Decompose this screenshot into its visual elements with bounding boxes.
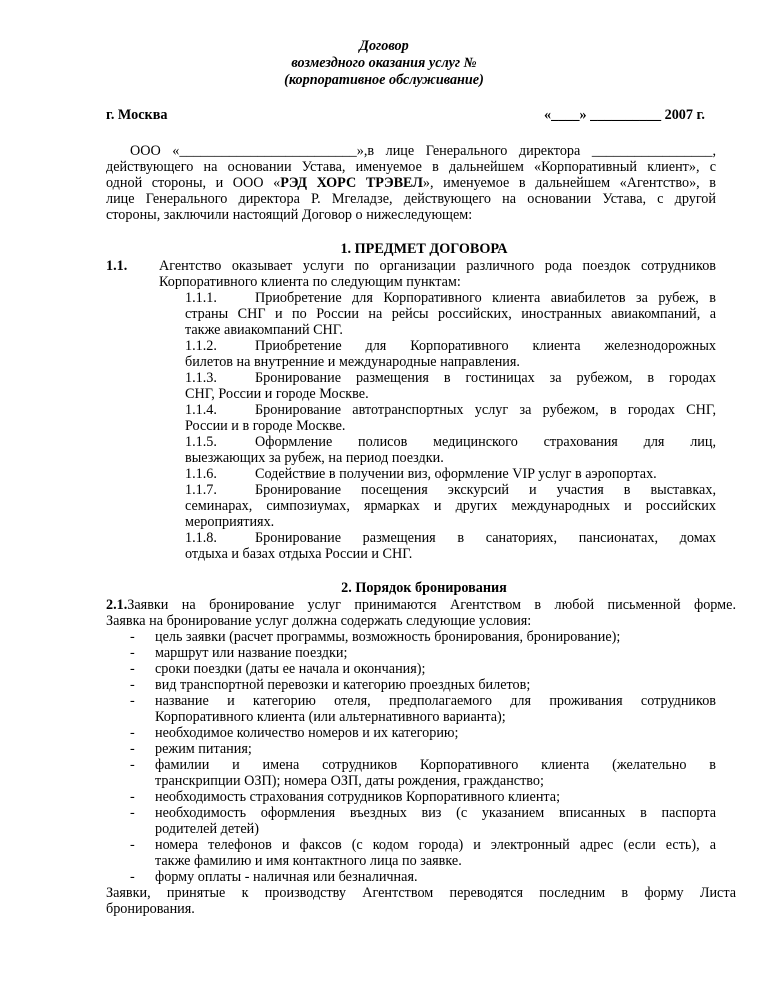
- s2-footer-line-1: Заявки, принятые к производству Агентством переводятся последним в форму Листа: [106, 885, 736, 901]
- list-item: транскрипции ОЗП); номера ОЗП, даты рождения, гражданство;: [155, 773, 544, 789]
- list-item: режим питания;: [155, 741, 252, 757]
- item-text: Приобретение для Корпоративного клиента железнодорожных: [255, 338, 716, 354]
- item-text: также авиакомпаний СНГ.: [185, 322, 343, 338]
- bullet-dash: -: [130, 757, 135, 773]
- item-text: Содействие в получении виз, оформление VIP услуг в аэропортах.: [255, 466, 657, 482]
- bullet-dash: -: [130, 837, 135, 853]
- section-2-heading: 2. Порядок бронирования: [341, 580, 507, 596]
- s1-line-1: Агентство оказывает услуги по организации различного рода поездок сотрудников: [159, 258, 716, 274]
- item-number: 1.1.6.: [185, 466, 217, 482]
- s2-line-2: Заявка на бронирование услуг должна содержать следующие условия:: [106, 613, 532, 629]
- s2-line-1: 2.1.Заявки на бронирование услуг принимаются Агентством в любой письменной форме.: [106, 597, 736, 613]
- list-item: сроки поездки (даты ее начала и окончания);: [155, 661, 426, 677]
- agency-name: РЭД ХОРС ТРЭВЕЛ: [280, 175, 423, 191]
- bullet-dash: -: [130, 741, 135, 757]
- contract-subtitle: возмездного оказания услуг №: [291, 55, 477, 71]
- list-item: номера телефонов и факсов (с кодом города) и электронный адрес (если есть), а: [155, 837, 716, 853]
- item-text: Бронирование размещения в санаториях, пансионатах, домах: [255, 530, 716, 546]
- item-text: Бронирование посещения экскурсий и участия в выставках,: [255, 482, 716, 498]
- bullet-dash: -: [130, 661, 135, 677]
- item-number: 1.1.1.: [185, 290, 217, 306]
- list-item: также фамилию и имя контактного лица по заявке.: [155, 853, 462, 869]
- s2-footer-line-2: бронирования.: [106, 901, 195, 917]
- list-item: форму оплаты - наличная или безналичная.: [155, 869, 418, 885]
- item-number: 1.1.8.: [185, 530, 217, 546]
- item-text: билетов на внутренние и международные направления.: [185, 354, 520, 370]
- item-text: страны СНГ и по России на рейсы российских, иностранных авиакомпаний, а: [185, 306, 716, 322]
- item-number: 1.1.3.: [185, 370, 217, 386]
- intro-line-4: лице Генерального директора Р. Мгеладзе, действующего на основании Устава, с другой: [106, 191, 716, 207]
- s1-line-2: Корпоративного клиента по следующим пунктам:: [159, 274, 461, 290]
- contract-type: (корпоративное обслуживание): [284, 72, 484, 88]
- item-number: 1.1.5.: [185, 434, 217, 450]
- bullet-dash: -: [130, 869, 135, 885]
- intro-line-2: действующего на основании Устава, именуемое в дальнейшем «Корпоративный клиент», с: [106, 159, 716, 175]
- item-number: 1.1.4.: [185, 402, 217, 418]
- item-text: семинарах, симпозиумах, ярмарках и других международных и российских: [185, 498, 716, 514]
- item-text: Приобретение для Корпоративного клиента авиабилетов за рубеж, в: [255, 290, 716, 306]
- bullet-dash: -: [130, 693, 135, 709]
- city: г. Москва: [106, 107, 168, 123]
- bullet-dash: -: [130, 677, 135, 693]
- list-item: вид транспортной перевозки и категорию проездных билетов;: [155, 677, 531, 693]
- list-item: название и категорию отеля, предполагаемого для проживания сотрудников: [155, 693, 716, 709]
- item-number: 1.1.7.: [185, 482, 217, 498]
- contract-date: «____» __________ 2007 г.: [544, 107, 705, 123]
- item-text: выезжающих за рубеж, на период поездки.: [185, 450, 444, 466]
- item-text: мероприятиях.: [185, 514, 275, 530]
- item-number: 1.1.2.: [185, 338, 217, 354]
- item-text: Оформление полисов медицинского страхования для лиц,: [255, 434, 716, 450]
- bullet-dash: -: [130, 645, 135, 661]
- item-text: Бронирование автотранспортных услуг за рубежом, в городах СНГ,: [255, 402, 716, 418]
- intro-line-1: ООО «_________________________»,в лице Генерального директора _________________,: [130, 143, 716, 159]
- list-item: необходимость оформления въездных виз (с указанием вписанных в паспорта: [155, 805, 716, 821]
- item-text: отдыха и базах отдыха России и СНГ.: [185, 546, 413, 562]
- intro-line-5: стороны, заключили настоящий Договор о нижеследующем:: [106, 207, 473, 223]
- section-1-heading: 1. ПРЕДМЕТ ДОГОВОРА: [340, 241, 508, 257]
- bullet-dash: -: [130, 629, 135, 645]
- list-item: маршрут или название поездки;: [155, 645, 348, 661]
- bullet-dash: -: [130, 789, 135, 805]
- intro-line-3: одной стороны, и ООО «РЭД ХОРС ТРЭВЕЛ», именуемое в дальнейшем «Агентство», в: [106, 175, 716, 191]
- clause-number: 1.1.: [106, 258, 128, 274]
- list-item: цель заявки (расчет программы, возможность бронирования, бронирование);: [155, 629, 621, 645]
- item-text: Бронирование размещения в гостиницах за рубежом, в городах: [255, 370, 716, 386]
- list-item: фамилии и имена сотрудников Корпоративного клиента (желательно в: [155, 757, 716, 773]
- item-text: СНГ, России и городе Москве.: [185, 386, 369, 402]
- bullet-dash: -: [130, 725, 135, 741]
- bullet-dash: -: [130, 805, 135, 821]
- list-item: необходимое количество номеров и их категорию;: [155, 725, 459, 741]
- list-item: необходимость страхования сотрудников Корпоративного клиента;: [155, 789, 561, 805]
- list-item: родителей детей): [155, 821, 259, 837]
- contract-title: Договор: [359, 38, 409, 54]
- item-text: России и в городе Москве.: [185, 418, 346, 434]
- list-item: Корпоративного клиента (или альтернативного варианта);: [155, 709, 506, 725]
